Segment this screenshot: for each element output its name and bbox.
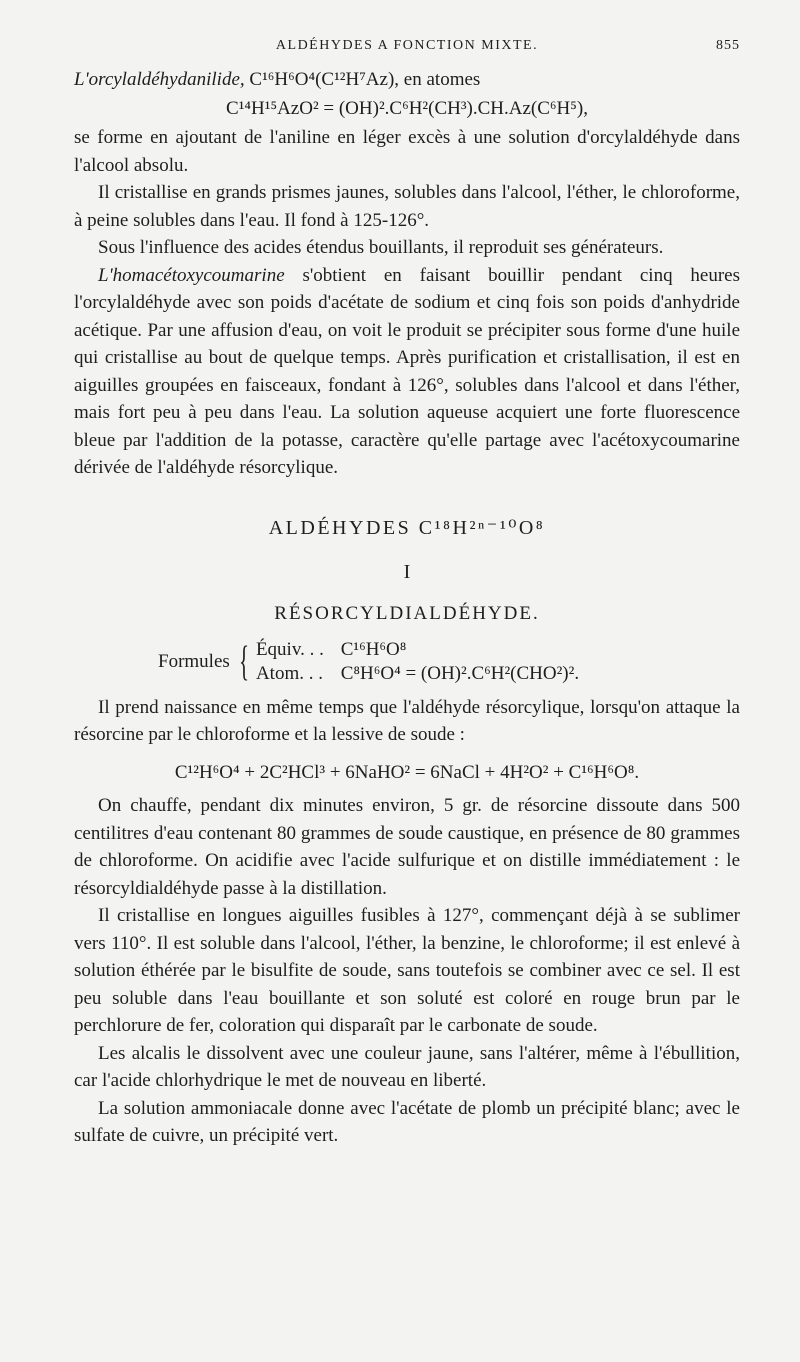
compound-name-italic: L'orcylaldéhydanilide, <box>74 69 245 90</box>
paragraph-crystallization: Il cristallise en grands prismes jaunes, solubles dans l'alcool, l'éther, le chloroforme, à peine solubles dans l'eau. Il fond à 125-126°. <box>74 182 740 231</box>
formula-value: C⁸H⁶O⁴ = (OH)².C⁶H²(CHO²)². <box>340 662 580 684</box>
paragraph-procedure: On chauffe, pendant dix minutes environ, 5 gr. de résorcine dissoute dans 500 centilitres d'eau contenant 80 grammes de soude caustique, en présence de 80 grammes de chloroforme. On acidifie avec l'acide sulfurique et on distille immédiatement : le résorcyldialdéhyde passe à la distillation. <box>74 795 740 899</box>
section-heading: ALDÉHYDES C¹⁸H²ⁿ⁻¹⁰O⁸ <box>268 516 546 539</box>
paragraph-text: s'obtient en faisant bouillir pendant cinq heures l'orcylaldéhyde avec son poids d'acétate de sodium et cinq fois son poids d'anhydride acétique. Par une affusion d'eau, on voit le produit se précipiter sous forme d'une huile qui cristallise au bout de quelque temps. Après purification et cristallisation, il est en aiguilles groupées en faisceaux, fondant à 126°, solubles dans l'alcool et dans l'éther, mais fort peu à peu dans l'eau. La solution aqueuse acquiert une forte fluorescence bleue par l'addition de la potasse, caractère qu'elle partage avec l'acétoxycoumarine dérivée de l'aldéhyde résorcylique. <box>74 264 740 478</box>
reaction-equation: C¹²H⁶O⁴ + 2C²HCl³ + 6NaHO² = 6NaCl + 4H²O² + C¹⁶H⁶O⁸. <box>174 761 640 783</box>
paragraph-text: C¹⁶H⁶O⁴(C¹²H⁷Az), en atomes <box>244 69 481 90</box>
formulas-rows <box>256 638 579 686</box>
formulas-label: Formules <box>158 650 230 672</box>
running-head <box>74 38 740 58</box>
formula-value: C¹⁶H⁶O⁸ <box>340 638 407 660</box>
paragraph-properties: Il cristallise en longues aiguilles fusibles à 127°, commençant déjà à se sublimer vers 110°. Il est soluble dans l'alcool, l'éther, la benzine, le chloroforme; il est enlevé à solution éthérée par le bisulfite de soude, sans toutefois se combiner avec ce sel. Il est peu soluble dans l'eau bouillante et son soluté est coloré en rouge brun par le perchlorure de fer, coloration qui disparaît par le carbonate de soude. <box>74 905 740 1036</box>
formula-row-equiv <box>256 638 579 662</box>
atomic-formula: C¹⁴H¹⁵AzO² = (OH)².C⁶H²(CH³).CH.Az(C⁶H⁵), <box>226 97 588 119</box>
compound-name-italic: L'homacétoxycoumarine <box>98 264 285 286</box>
formula-row-atom <box>256 662 579 686</box>
formulas-block <box>158 638 740 686</box>
section-number: I <box>403 560 411 583</box>
paragraph-formation: Il prend naissance en même temps que l'aldéhyde résorcylique, lorsqu'on attaque la résorcine par le chloroforme et la lessive de soude : <box>74 696 740 745</box>
brace-glyph: { <box>238 638 249 685</box>
paragraph-homacetoxycoumarine <box>74 262 740 482</box>
page-number: 855 <box>716 38 740 53</box>
compound-heading: RÉSORCYLDIALDÉHYDE. <box>274 602 540 624</box>
formula-key: Atom. . . <box>255 662 323 684</box>
running-title: ALDÉHYDES A FONCTION MIXTE. <box>275 38 539 53</box>
paragraph-alkalis: Les alcalis le dissolvent avec une couleur jaune, sans l'altérer, même à l'ébullition, car l'acide chlorhydrique le met de nouveau en liberté. <box>74 1042 740 1091</box>
paragraph-ammoniacal: La solution ammoniacale donne avec l'acétate de plomb un précipité blanc; avec le sulfate de cuivre, un précipité vert. <box>74 1097 740 1146</box>
paragraph-acids: Sous l'influence des acides étendus bouillants, il reproduit ses générateurs. <box>98 237 664 258</box>
paragraph-preparation: se forme en ajoutant de l'aniline en léger excès à une solution d'orcylaldéhyde dans l'alcool absolu. <box>74 127 740 176</box>
formula-key: Équiv. . . <box>255 638 324 660</box>
paragraph-orcylaldehydanilide <box>74 66 740 94</box>
